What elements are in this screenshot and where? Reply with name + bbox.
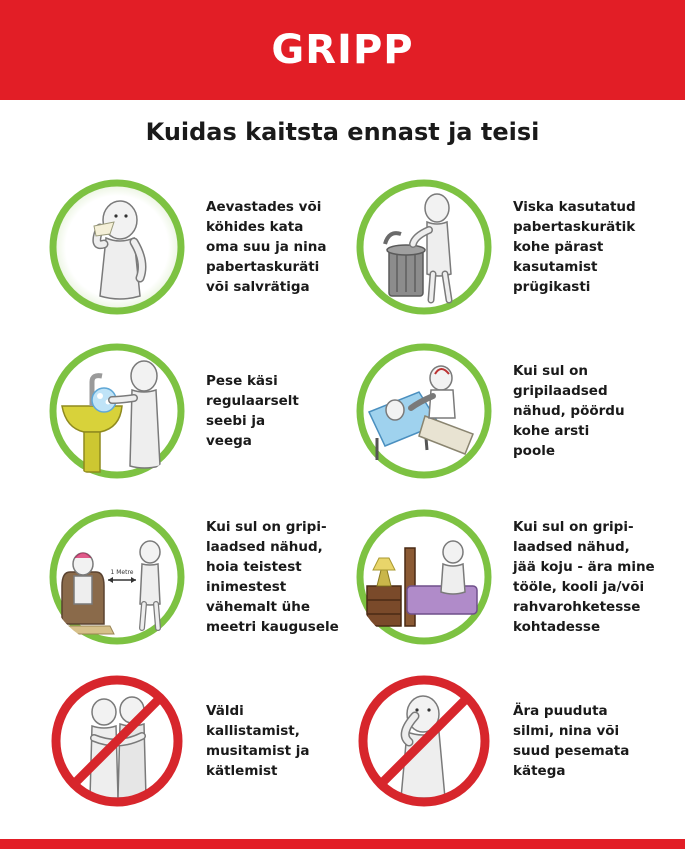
tip-text: Väldi kallistamist, musitamist ja kätlemist xyxy=(206,703,310,779)
stay-home-bed-icon xyxy=(355,508,493,646)
page-subtitle: Kuidas kaitsta ennast ja teisi xyxy=(145,118,540,146)
no-face-touching-icon xyxy=(355,672,493,810)
tip-see-doctor xyxy=(355,342,675,482)
sneeze-into-tissue-icon xyxy=(48,178,186,316)
doctor-visit-icon xyxy=(355,342,493,480)
keep-distance-icon xyxy=(48,508,186,646)
footer-bar xyxy=(0,839,685,849)
tip-keep-distance xyxy=(48,508,368,648)
trash-bin-icon xyxy=(355,178,493,316)
tip-text: Kui sul on gripi- laadsed nähud, hoia teistest inimestest vähemalt ühe meetri kaugusele xyxy=(206,519,339,635)
tip-text: Kui sul on gripilaadsed nähud, pöördu kohe arsti poole xyxy=(513,363,625,459)
tip-text: Ära puuduta silmi, nina või suud pesemata kätega xyxy=(513,703,630,779)
tip-cover-mouth xyxy=(48,178,368,318)
tip-no-touch-face xyxy=(355,672,675,812)
tip-wash-hands xyxy=(48,342,368,482)
tip-text: Aevastades või köhides kata oma suu ja nina pabertaskuräti või salvrätiga xyxy=(206,199,327,295)
wash-hands-icon xyxy=(48,342,186,480)
tip-stay-home xyxy=(355,508,675,648)
distance-label: 1 Metre xyxy=(110,569,134,576)
tip-avoid-contact xyxy=(48,672,368,812)
tip-text: Kui sul on gripi- laadsed nähud, jää koju - ära mine tööle, kooli ja/või rahvarohketesse kohtadesse xyxy=(513,519,655,635)
header-banner xyxy=(0,0,685,100)
tip-text: Pese käsi regulaarselt seebi ja veega xyxy=(206,373,299,449)
page-title: GRIPP xyxy=(271,27,414,73)
no-hugging-icon xyxy=(48,672,186,810)
tip-text: Viska kasutatud pabertaskurätik kohe pärast kasutamist prügikasti xyxy=(513,199,636,295)
tip-dispose-tissue xyxy=(355,178,675,318)
